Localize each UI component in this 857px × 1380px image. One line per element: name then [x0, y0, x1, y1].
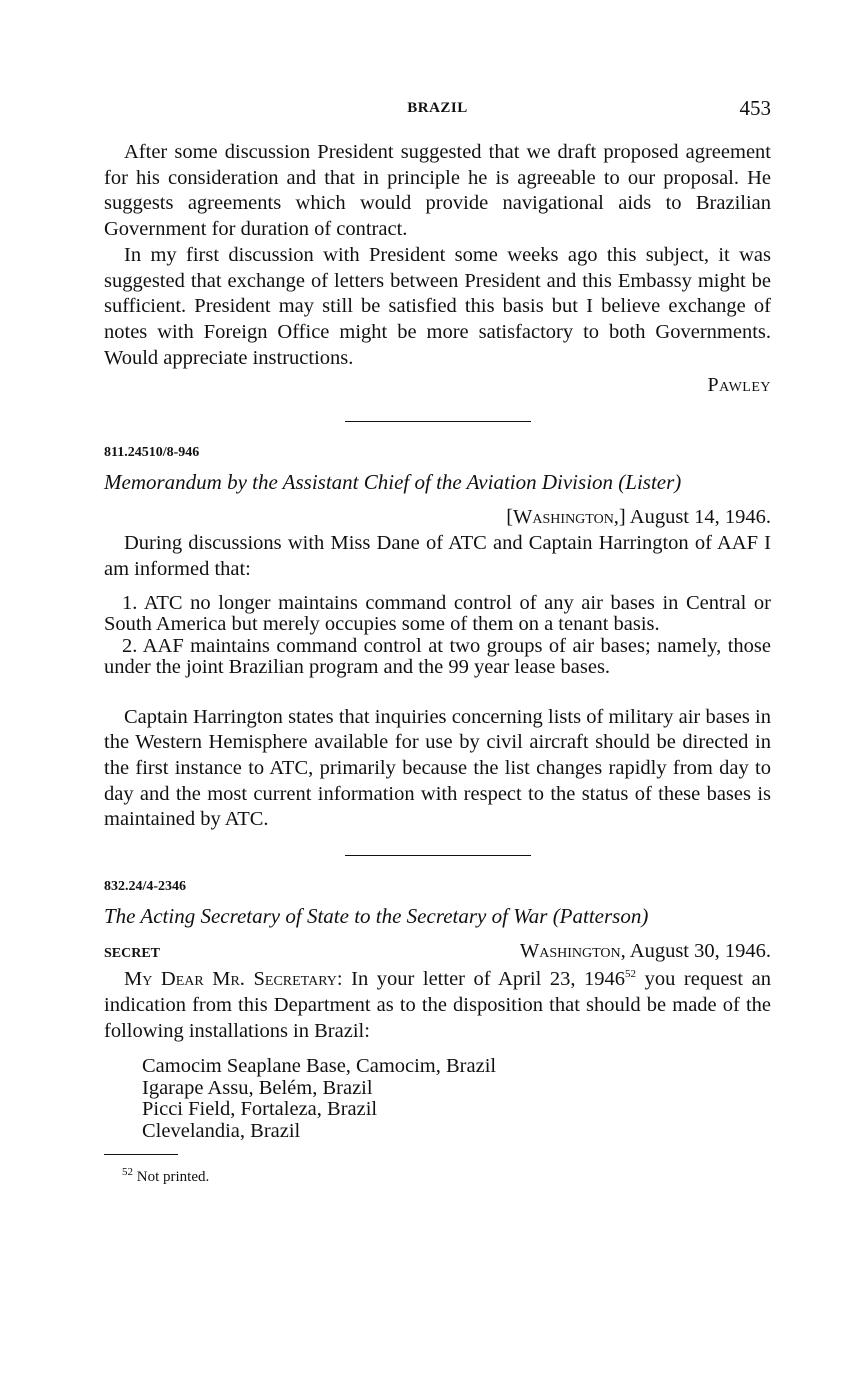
list-item: Igarape Assu, Belém, Brazil	[142, 1076, 373, 1099]
letter-text: you request an indication from this Department as to the disposition that should be made of the following installations in Brazil:	[104, 968, 771, 1042]
paragraph: In my first discussion with President some weeks ago this subject, it was suggested that exchange of letters between President and this Embassy might be sufficient. President may still be satisfied this basis but I believe exchange of notes with Foreign Office might be more satisfactory to both Governments. Would appreciate instructions.	[104, 243, 771, 369]
document-title: The Acting Secretary of State to the Secretary of War (Patterson)	[104, 903, 649, 928]
list-item: 2. AAF maintains command control at two groups of air bases; namely, those under the joint Brazilian program and the 99 year lease bases.	[104, 634, 771, 679]
signature: Pawley	[707, 374, 771, 397]
classification-dateline	[104, 939, 771, 967]
telegram-conclusion	[104, 140, 771, 399]
footnote-divider	[104, 1154, 178, 1155]
document-title: Memorandum by the Assistant Chief of the Aviation Division (Lister)	[104, 469, 682, 494]
letter-text: In your letter of April 23, 1946	[342, 968, 626, 991]
dateline-place: Washington,	[519, 940, 626, 963]
numbered-list	[104, 593, 771, 679]
classification-label: SECRET	[104, 946, 161, 962]
footnote-text: Not printed.	[136, 1169, 210, 1186]
dateline	[520, 939, 771, 965]
installation-list	[142, 1056, 771, 1142]
page-header	[104, 96, 771, 126]
footnote-marker: 52	[122, 1166, 133, 1179]
letter	[104, 874, 771, 1142]
paragraph: During discussions with Miss Dane of ATC and Captain Harrington of AAF I am informed that:	[104, 532, 771, 580]
dateline-date: August 30, 1946.	[629, 940, 771, 963]
page-body	[104, 140, 771, 1191]
dateline	[104, 505, 771, 531]
file-number: 811.24510/8-946	[104, 445, 200, 461]
list-item: Picci Field, Fortaleza, Brazil	[142, 1098, 378, 1121]
salutation: My Dear Mr. Secretary:	[124, 968, 343, 991]
list-item: Clevelandia, Brazil	[142, 1119, 301, 1142]
paragraph: After some discussion President suggested that we draft proposed agreement for his consideration and that in principle he is agreeable to our proposal. He suggests agreements which would provide navigational aids to Brazilian Government for duration of contract.	[104, 141, 771, 241]
memorandum	[104, 440, 771, 833]
footnote-reference: 52	[625, 968, 637, 981]
footnote	[104, 1165, 771, 1191]
paragraph	[104, 967, 771, 1044]
paragraph: Captain Harrington states that inquiries concerning lists of military air bases in the Western Hemisphere available for use by civil aircraft should be directed in the first instance to ATC, primarily because the list changes rapidly from day to day and the most current information with respect to the status of these bases is maintained by ATC.	[104, 705, 771, 831]
section-divider	[345, 855, 531, 856]
section-divider	[345, 421, 531, 422]
running-head: BRAZIL	[407, 100, 468, 116]
file-number: 832.24/4-2346	[104, 879, 187, 895]
list-item: 1. ATC no longer maintains command control of any air bases in Central or South America but merely occupies some of them on a tenant basis.	[104, 591, 771, 636]
dateline-place: [Washington,]	[506, 506, 626, 529]
list-item: Camocim Seaplane Base, Camocim, Brazil	[142, 1055, 497, 1078]
page-number: 453	[739, 96, 771, 120]
dateline-date: August 14, 1946.	[629, 506, 771, 529]
